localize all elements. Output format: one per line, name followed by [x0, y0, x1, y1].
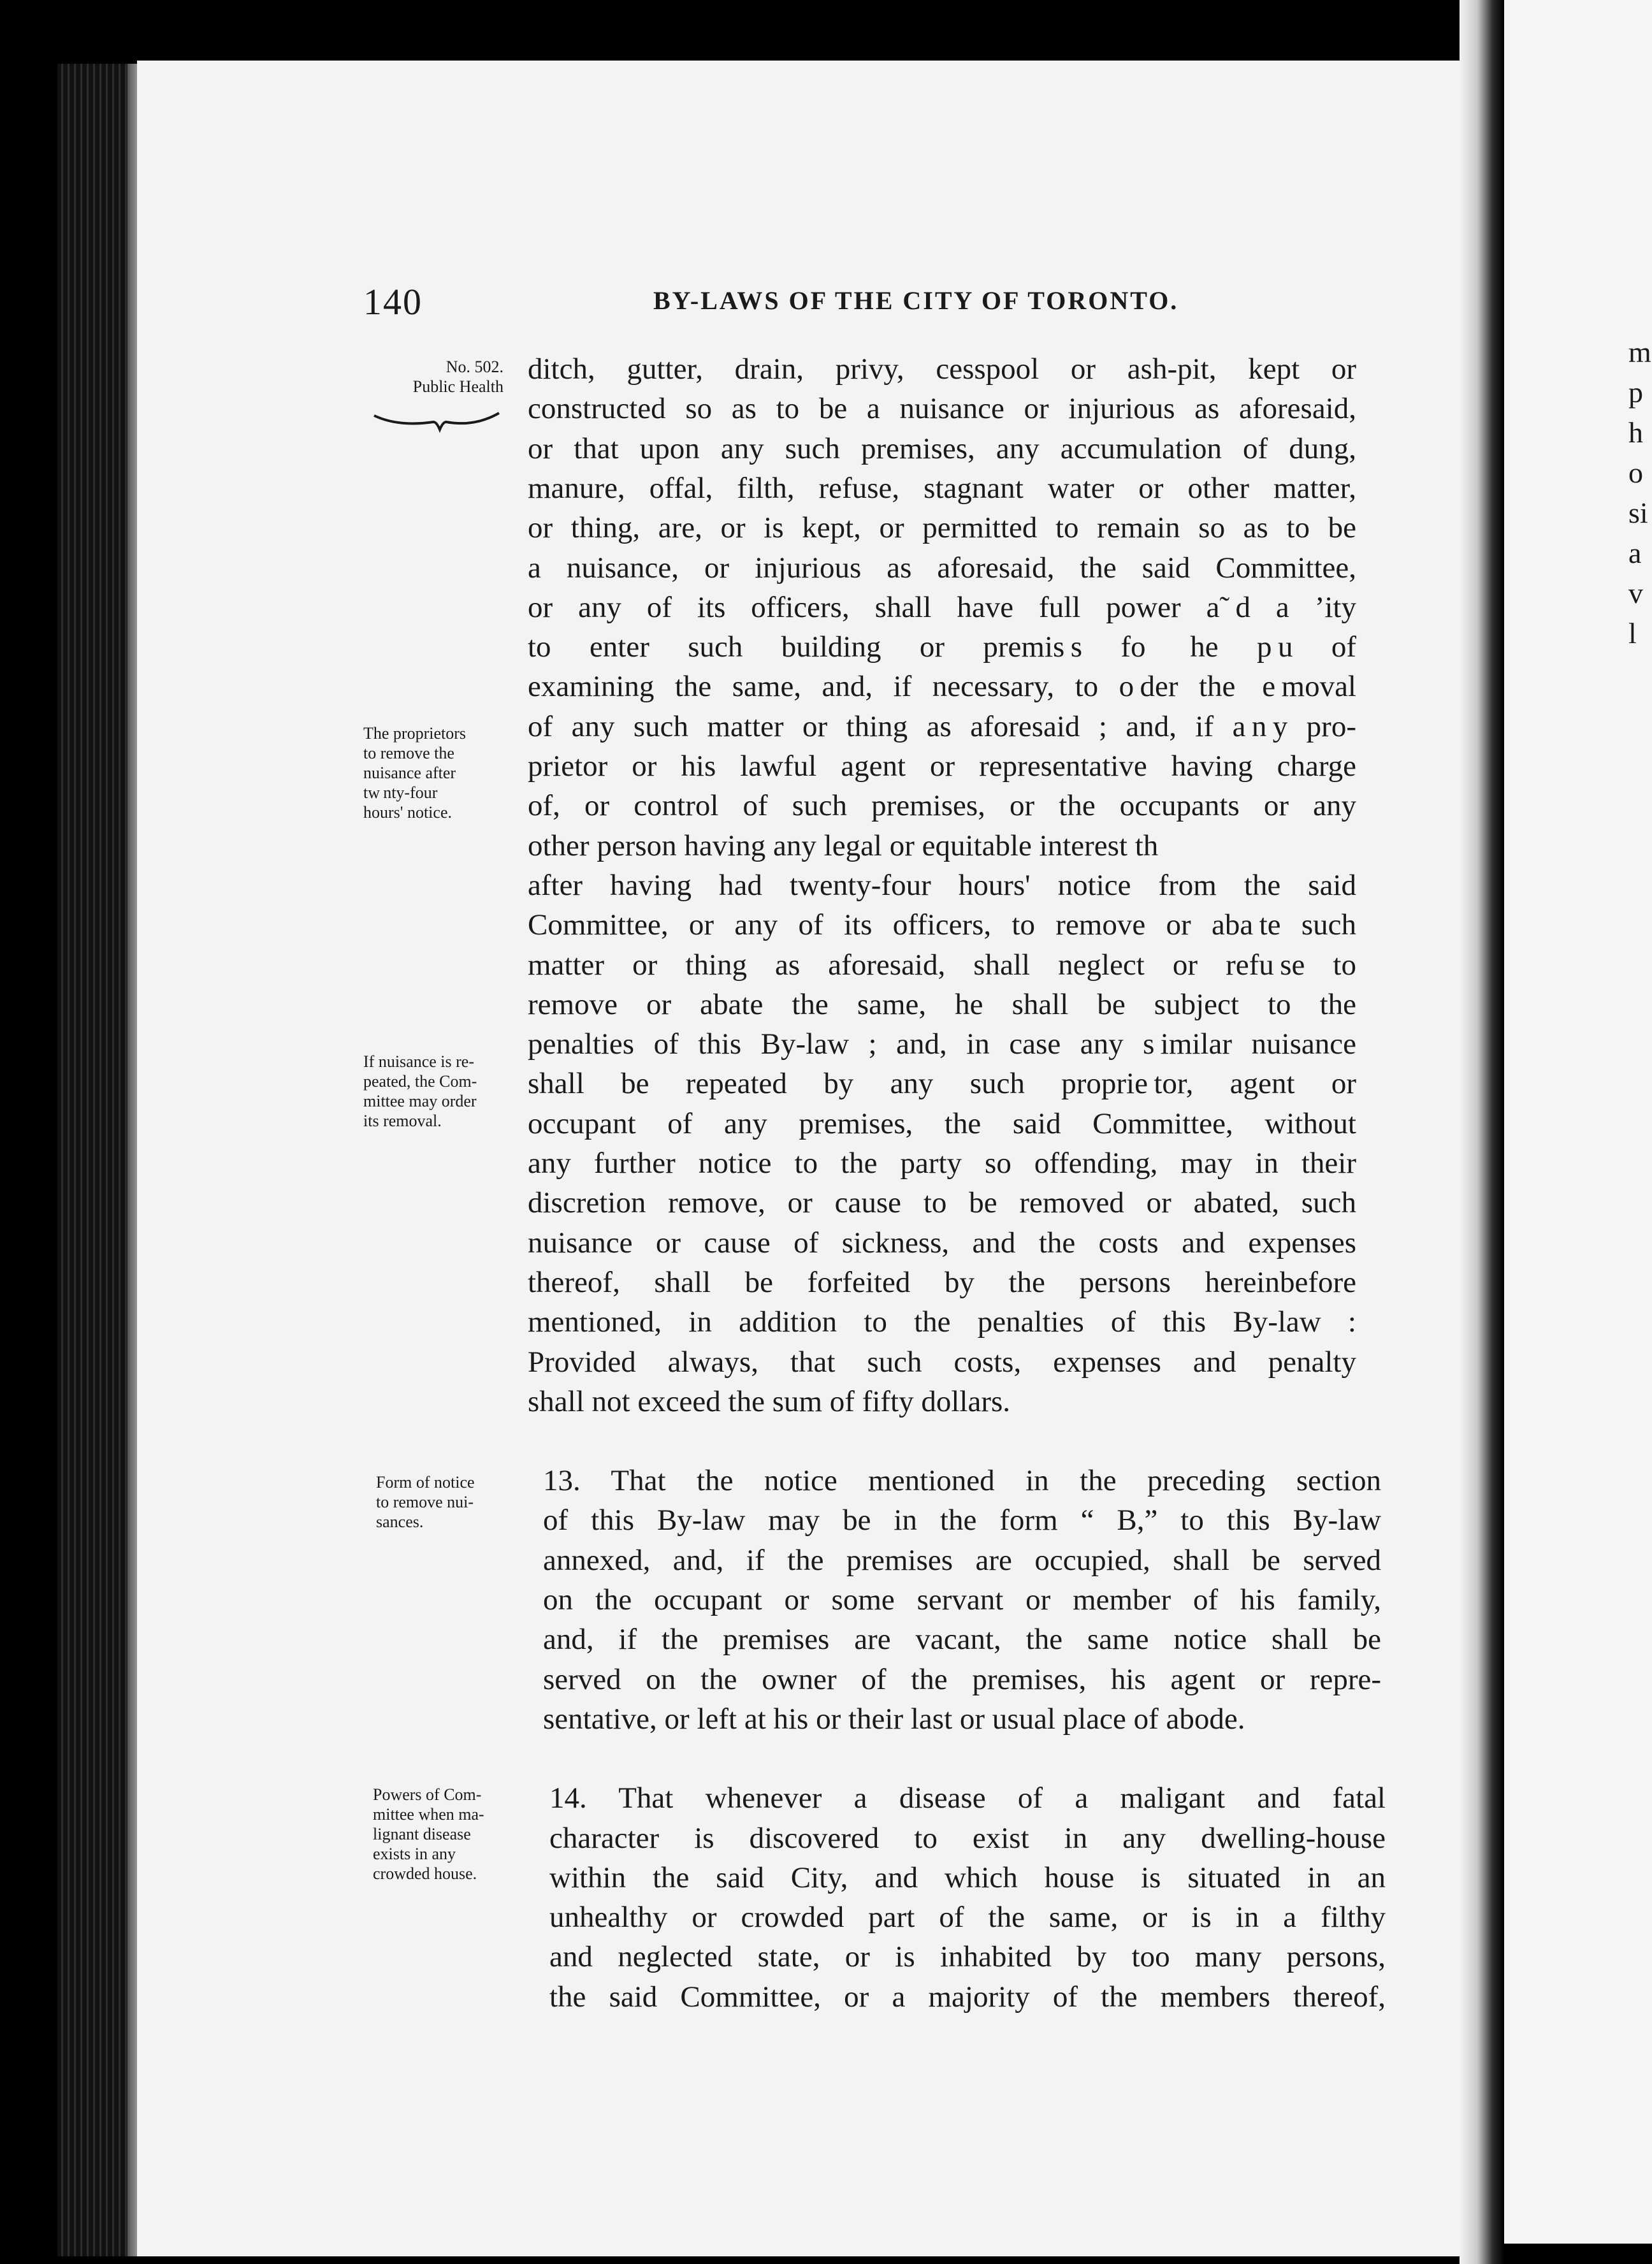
body-line: other person having any legal or equitable interest th	[528, 829, 1159, 862]
body-line: served on the owner of the premises, his agent or repre-	[543, 1662, 1381, 1696]
body-line: or thing, are, or is kept, or permitted to remain so as to be	[528, 511, 1356, 545]
body-line: penalties of this By-law ; and, in case any s imilar nuisance	[528, 1027, 1356, 1061]
body-line: shall be repeated by any such proprie tor, agent or	[528, 1067, 1356, 1101]
page-gutter	[1460, 0, 1504, 2264]
body-line: nuisance or cause of sickness, and the costs and expenses	[528, 1226, 1356, 1259]
book-spine	[57, 64, 137, 2256]
next-page-fragment: p	[1628, 376, 1643, 409]
body-line: Committee, or any of its officers, to remove or aba te such	[528, 908, 1356, 942]
body-line: or any of its officers, shall have full power a˜ d a ’ity	[528, 590, 1356, 624]
body-line: annexed, and, if the premises are occupied, shall be served	[543, 1543, 1381, 1577]
body-line: constructed so as to be a nuisance or injurious as aforesaid,	[528, 392, 1356, 426]
body-line: or that upon any such premises, any accumulation of dung,	[528, 432, 1356, 465]
body-line: on the occupant or some servant or member of his family,	[543, 1583, 1381, 1616]
next-page-fragment: l	[1628, 617, 1637, 649]
body-line: examining the same, and, if necessary, to o der the e moval	[528, 670, 1356, 704]
body-line: prietor or his lawful agent or representative having charge	[528, 750, 1356, 783]
body-line: and neglected state, or is inhabited by too many persons,	[549, 1940, 1386, 1974]
body-line: Provided always, that such costs, expenses and penalty	[528, 1345, 1356, 1379]
body-line: the said Committee, or a majority of the members thereof,	[549, 1980, 1386, 2014]
body-line: a nuisance, or injurious as aforesaid, the said Committee,	[528, 551, 1356, 584]
next-page-fragment: m	[1628, 336, 1651, 368]
next-page-fragment: o	[1628, 456, 1643, 489]
margin-note-form-of-notice: Form of notice to remove nui- sances.	[376, 1473, 475, 1531]
body-line: unhealthy or crowded part of the same, or is in a filthy	[549, 1901, 1386, 1934]
body-line: matter or thing as aforesaid, shall neglect or refu se to	[528, 948, 1356, 982]
body-line: thereof, shall be forfeited by the persons hereinbefore	[528, 1265, 1356, 1299]
body-line: within the said City, and which house is situated in an	[549, 1861, 1386, 1894]
body-line: to enter such building or premis s fo he p u of	[528, 630, 1356, 664]
margin-note-repeated-nuisance: If nuisance is re- peated, the Com- mittee may order its removal.	[363, 1052, 477, 1130]
body-line: occupant of any premises, the said Committee, without	[528, 1107, 1356, 1140]
body-line: discretion remove, or cause to be removed or abated, such	[528, 1186, 1356, 1220]
body-line: and, if the premises are vacant, the same notice shall be	[543, 1623, 1381, 1657]
next-page-strip	[1504, 0, 1652, 2244]
margin-note-proprietors-remove: The proprietors to remove the nuisance after tw nty-four hours' notice.	[363, 724, 467, 822]
body-line: mentioned, in addition to the penalties of this By-law :	[528, 1305, 1356, 1339]
next-page-fragment: si	[1628, 497, 1648, 529]
next-page-fragment: v	[1628, 577, 1643, 609]
next-page-fragment: a	[1628, 537, 1642, 569]
next-page-fragment: h	[1628, 416, 1643, 449]
body-line: any further notice to the party so offending, may in their	[528, 1147, 1356, 1180]
brace-ornament-icon	[373, 408, 500, 433]
margin-note-powers-committee: Powers of Com- mittee when ma- lignant disease exists in any crowded house.	[373, 1785, 484, 1883]
body-line: after having had twenty-four hours' notice from the said	[528, 868, 1356, 902]
running-title: BY-LAWS OF THE CITY OF TORONTO.	[653, 286, 1179, 315]
body-line: character is discovered to exist in any dwelling-house	[549, 1821, 1386, 1855]
margin-note-bylaw-number: No. 502. Public Health	[412, 358, 504, 396]
body-line: of any such matter or thing as aforesaid ; and, if a n y pro-	[528, 709, 1356, 743]
body-line: remove or abate the same, he shall be subject to the	[528, 987, 1356, 1021]
body-line: 13. That the notice mentioned in the preceding section	[543, 1464, 1381, 1498]
body-line: 14. That whenever a disease of a maligant and fatal	[549, 1781, 1386, 1815]
body-line: manure, offal, filth, refuse, stagnant water or other matter,	[528, 471, 1356, 505]
body-line: of this By-law may be in the form “ B,” to this By-law	[543, 1504, 1381, 1537]
page-number: 140	[363, 281, 423, 323]
body-line: sentative, or left at his or their last or usual place of abode.	[543, 1702, 1245, 1736]
body-line: of, or control of such premises, or the occupants or any	[528, 789, 1356, 823]
body-line: ditch, gutter, drain, privy, cesspool or ash-pit, kept or	[528, 352, 1356, 386]
body-line: shall not exceed the sum of fifty dollars.	[528, 1384, 1011, 1418]
